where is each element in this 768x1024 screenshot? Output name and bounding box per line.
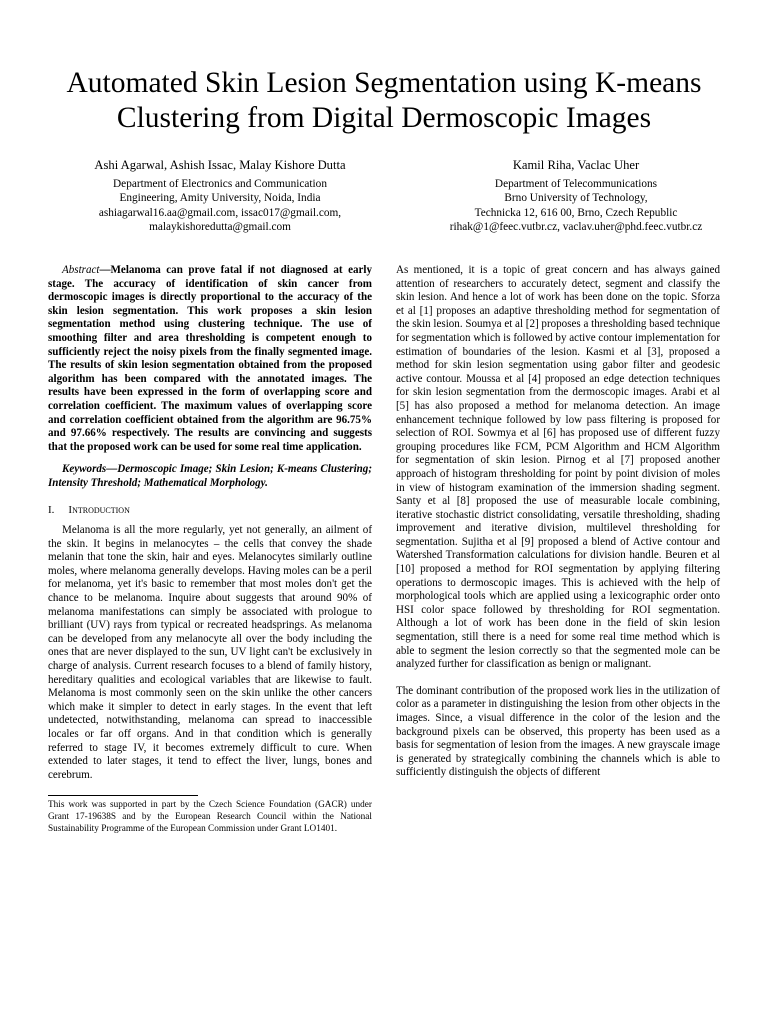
author-email-line: ashiagarwal16.aa@gmail.com, issac017@gmail.com, xyxy=(98,206,342,219)
affiliation-line: Brno University of Technology, xyxy=(504,192,648,205)
right-column xyxy=(396,264,720,780)
keywords-label: Keywords— xyxy=(62,463,118,476)
footnote: This work was supported in part by the Czech Science Foundation (GACR) under Grant 17-19638S and by the European Research Council within the National Sustainability Programme of the European Commission under Grant LO1401. xyxy=(48,800,372,834)
keywords xyxy=(48,463,372,490)
affiliation-line: Department of Electronics and Communication xyxy=(113,178,327,190)
footnote-divider xyxy=(48,795,198,796)
left-column xyxy=(48,264,372,835)
abstract xyxy=(48,264,372,454)
body-paragraph-2: The dominant contribution of the proposed work lies in the utilization of color as a parameter in distinguishing the lesion from other objects in the images. Since, a visual difference in the color of the lesion and the background pixels can be observed, this property has been used as a basis for segmentation of lesion from the images. A new grayscale image is generated by strategically combining the channels which is able to sufficiently distinguish the objects of different xyxy=(396,684,720,779)
affiliation-line: Technicka 12, 616 00, Brno, Czech Republic xyxy=(474,206,678,219)
body-paragraph-1: As mentioned, it is a topic of great concern and has always gained attention of researchers to accurately detect, segment and classify the skin lesion. And hence a lot of work has been done on the topic. Sforza et al [1] proposes an adaptive thresholding method for segmentation of the skin lesion. Soumya et al [2] proposes a thresholding based technique for segmentation which is followed by active contour implementation for estimation of boundaries of the lesion. Kasmi et al [3], proposed a method for skin lesion segmentation using gabor filter and geodesic active contour. Moussa et al [4] proposed an edge detection techniques for skin lesion segmentation from the dermoscopic images. Arabi et al [5] has also proposed a method for melanoma detection. An image enhancement technique followed by low pass filtering is proposed for selection of ROI. Sowmya et al [6] has proposed use of different fuzzy grouping procedures like FCM, PCM Algorithm and HCM Algorithm for segmentation of skin lesion. Pirnog et al [7] proposed another approach of histogram thresholding for point by point division of moles in view of histogram examination of the immersion shading segment. Santy et al [8] proposed the use of measurable locale combining, iterative stochastic district consolidating, versatile thresholding, shading improvement and iterative division, multilevel thresholding for segmentation. Sujitha et al [9] proposed a blend of Active contour and Watershed Transformation calculations for division handle. Beuren et al [10] proposed a method for ROI segmentation by applying filtering operations to dermoscopic images. This is achieved with the help of morphological tools which are applied using a lexicographic order onto HSI color space followed by thresholding for ROI segmentation. Although a lot of work has been done in the field of skin lesion segmentation, still there is a need for some real time method which is able to segment the lesion correctly so that the segmented mole can be analyzed further for classification as benign or malignant. xyxy=(396,264,720,671)
abstract-text: Melanoma can prove fatal if not diagnosed at early stage. The accuracy of identification of skin cancer from dermoscopic images is directly proportional to the accuracy of the skin lesion segmentation. This work proposes a skin lesion segmentation method using clustering technique. The use of smoothing filter and area thresholding is competent enough to sufficiently reject the noisy pixels from the finally segmented image. The results of skin lesion segmentation obtained from the proposed algorithm has been compared with the annotated images. The results have been expressed in the form of overlapping score and correlation coefficient. The maximum values of overlapping score and correlation coefficient obtained from the algorithm are 96.75% and 97.66% respectively. The results are convincing and suggests that the proposed work can be used for some real time application. xyxy=(48,264,372,453)
paper-title: Automated Skin Lesion Segmentation using K-means Clustering from Digital Dermoscopic Images xyxy=(66,67,702,134)
author-block-right xyxy=(400,158,752,234)
author-names-left: Ashi Agarwal, Ashish Issac, Malay Kishore Dutta xyxy=(94,158,346,172)
author-email-line: rihak@1@feec.vutbr.cz, vaclav.uher@phd.feec.vutbr.cz xyxy=(449,220,703,233)
abstract-label: Abstract xyxy=(62,264,100,276)
keywords-text: Dermoscopic Image; Skin Lesion; K-means Clustering; Intensity Threshold; Mathematical Morphology. xyxy=(48,463,372,489)
affiliation-line: Engineering, Amity University, Noida, India xyxy=(119,192,321,205)
abstract-dash: — xyxy=(99,264,111,276)
section-title: Introduction xyxy=(68,503,130,516)
affiliation-line: Department of Telecommunications xyxy=(494,178,658,190)
author-names-right: Kamil Riha, Vaclac Uher xyxy=(512,158,640,172)
section-heading xyxy=(48,504,372,518)
author-block-left xyxy=(40,158,400,234)
author-email-line: malaykishoredutta@gmail.com xyxy=(149,220,291,233)
section-number: I. xyxy=(48,503,55,516)
intro-paragraph: Melanoma is all the more regularly, yet not generally, an ailment of the skin. It begins in melanocytes – the cells that convey the shade melanin that tone the skin, hair and eyes. Melanocytes similarly outline moles, where melanoma generally develops. Having moles can be a peril for melanoma, yet it's basic to remember that most moles don't get the chance to be melanoma. Inquire about suggests that around 90% of melanoma manifestations can simply be associated with prologue to brilliant (UV) rays from typical or recreated headsprings. As melanoma can be developed from any melanocyte all over the body including the ones that are never displayed to the sun, UV light can't be exclusively in charge of analysis. Current research focuses to a blend of family history, hereditary qualities and ecological variables that are likewise to fault. Melanoma is most commonly seen on the skin unlike the other cancers which make it simpler to detect in early stages. In the event that left undetected, notwithstanding, melanoma can spread to inaccessible locales or far off organs. And in that condition which is generally referred to stage IV, it becomes extremely difficult to cure. When extended to later stages, it tend to effect the liver, lungs, bones and cerebrum. xyxy=(48,524,372,781)
